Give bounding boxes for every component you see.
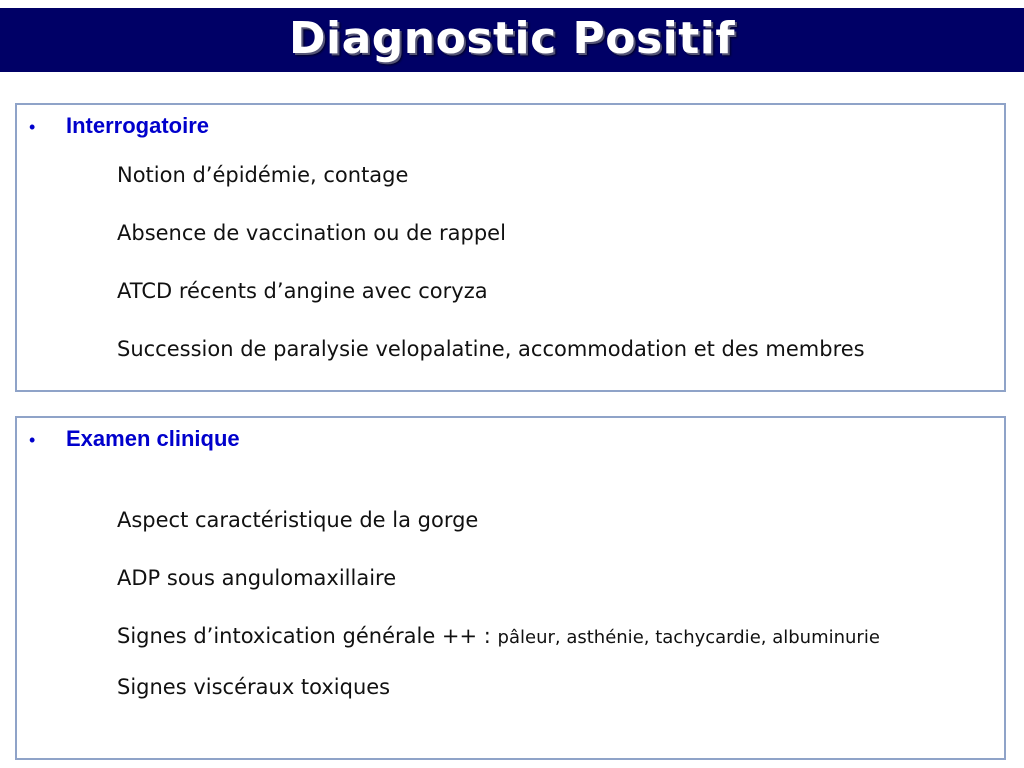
slide-title: Diagnostic Positif bbox=[288, 12, 736, 64]
list-item: Signes viscéraux toxiques bbox=[117, 675, 391, 699]
list-item: Succession de paralysie velopalatine, accommodation et des membres bbox=[117, 337, 865, 361]
list-item-text: Signes d’intoxication générale ++ : bbox=[117, 624, 498, 648]
section-header bbox=[29, 113, 209, 139]
list-item: Aspect caractéristique de la gorge bbox=[117, 508, 479, 532]
bullet-icon: • bbox=[29, 117, 36, 137]
list-item bbox=[117, 624, 880, 648]
title-bar bbox=[0, 8, 1024, 72]
list-item: ADP sous angulomaxillaire bbox=[117, 566, 397, 590]
section-heading: Interrogatoire bbox=[66, 113, 210, 138]
section-interrogatoire bbox=[15, 103, 1006, 392]
section-heading: Examen clinique bbox=[66, 426, 240, 451]
section-header bbox=[29, 426, 240, 452]
list-item-detail: pâleur, asthénie, tachycardie, albuminurie bbox=[497, 627, 880, 648]
section-examen-clinique bbox=[15, 416, 1006, 760]
list-item: Notion d’épidémie, contage bbox=[117, 163, 409, 187]
list-item: Absence de vaccination ou de rappel bbox=[117, 221, 506, 245]
list-item: ATCD récents d’angine avec coryza bbox=[117, 279, 488, 303]
bullet-icon: • bbox=[29, 430, 36, 450]
